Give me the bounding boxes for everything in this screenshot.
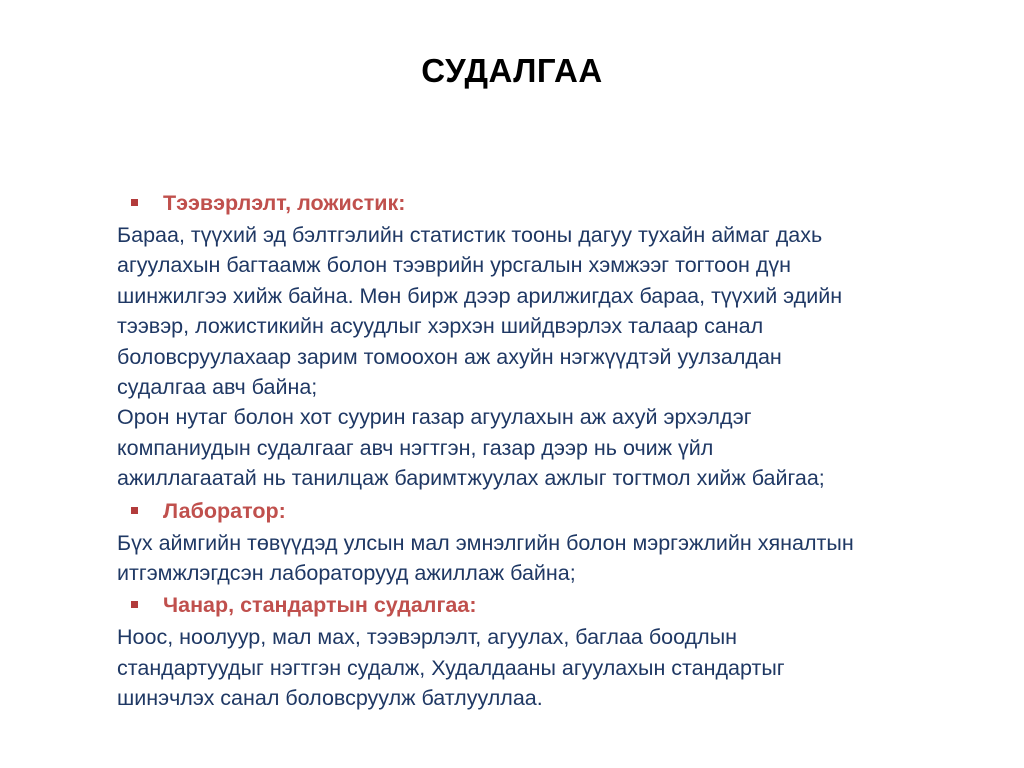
slide-body xyxy=(117,186,1007,714)
section-heading: Лаборатор: xyxy=(163,498,286,523)
paragraph-line: итгэмжлэгдсэн лабораторууд ажиллаж байна; xyxy=(117,561,576,586)
paragraph-line: Ноос, ноолуур, мал мах, тээвэрлэлт, агуулах, баглаа боодлын xyxy=(117,625,738,650)
paragraph-line: стандартуудыг нэгтгэн судалж, Худалдааны агуулахын стандартыг xyxy=(117,655,785,680)
section-paragraph xyxy=(117,402,1007,493)
section-laboratory xyxy=(117,494,1007,589)
square-bullet-icon xyxy=(131,601,138,608)
paragraph-line: ажиллагаатай нь танилцаж баримтжуулах ажлыг тогтмол хийж байгаа; xyxy=(117,466,825,491)
paragraph-line: агуулахын багтаамж болон тээврийн урсгалын хэмжээг тогтоон дүн xyxy=(117,253,792,278)
paragraph-line: тээвэр, ложистикийн асуудлыг хэрхэн шийдвэрлэх талаар санал xyxy=(117,314,764,339)
slide-title: СУДАЛГАА xyxy=(421,52,603,89)
paragraph-line: судалгаа авч байна; xyxy=(117,375,318,400)
square-bullet-icon xyxy=(131,199,138,206)
section-heading-row xyxy=(117,186,1007,220)
section-heading-row xyxy=(117,494,1007,528)
section-heading: Чанар, стандартын судалгаа: xyxy=(163,593,477,618)
paragraph-line: шинжилгээ хийж байна. Мөн бирж дээр арилжигдах бараа, түүхий эдийн xyxy=(117,283,843,308)
paragraph-line: Бараа, түүхий эд бэлтгэлийн статистик тооны дагуу тухайн аймаг дахь xyxy=(117,223,823,247)
section-heading-row xyxy=(117,588,1007,622)
square-bullet-icon xyxy=(131,507,138,514)
section-paragraph xyxy=(117,622,1007,713)
paragraph-line: компаниудын судалгааг авч нэгтгэн, газар дээр нь очиж үйл xyxy=(117,435,714,460)
paragraph-line: боловсруулахаар зарим томоохон аж ахуйн нэгжүүдтэй уулзалдан xyxy=(117,344,782,369)
section-quality-standards xyxy=(117,588,1007,713)
paragraph-line: шинэчлэх санал боловсруулж батлууллаа. xyxy=(117,686,543,711)
paragraph-line: Бүх аймгийн төвүүдэд улсын мал эмнэлгийн болон мэргэжлийн хяналтын xyxy=(117,530,854,555)
section-heading: Тээвэрлэлт, ложистик: xyxy=(163,191,406,215)
section-transport-logistics xyxy=(117,186,1007,494)
section-paragraph xyxy=(117,220,1007,402)
section-paragraph xyxy=(117,528,1007,589)
paragraph-line: Орон нутаг болон хот суурин газар агуулахын аж ахуй эрхэлдэг xyxy=(117,405,752,430)
